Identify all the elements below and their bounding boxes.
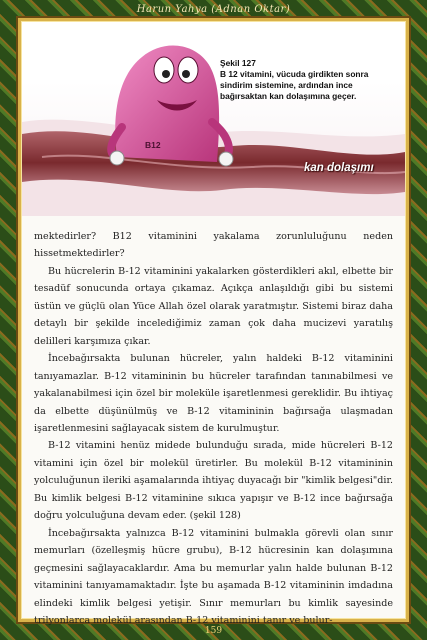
stream-label: kan dolaşımı: [304, 162, 374, 174]
paragraph: İncebağırsakta bulunan hücreler, yalın haldeki B-12 vitaminini tanıyamazlar. B-12 vitamininin bu hücreler tarafından tanınabilmesi ve yakalanabilmesi için özel bir moleküle işaretlenmesi gereklidir. Bu ihtiyaç da elbette düşünülmüş ve B-12 vitamininin bağırsağa ulaşmadan işaretlenmesini sağlayacak sistem de kurulmuştur.: [34, 353, 393, 434]
page-number: 159: [204, 626, 223, 636]
paragraph: Bu hücrelerin B-12 vitaminini yakalarken gösterdikleri akıl, elbette bir tesadüf sonucunda ortaya çıkamaz. Açıkça anlaşıldığı gibi bu sistemi üstün ve güçlü olan Yüce Allah özel olarak yaratmıştır. Sistemi biraz daha detaylı bir şekilde incelediğimiz zaman çok daha mucizevi yaratılış delilleri karşımıza çıkar.: [34, 265, 393, 347]
character-label: B12: [145, 140, 161, 150]
b12-cartoon: [22, 22, 405, 216]
paragraph: B-12 vitamini henüz midede bulunduğu sırada, mide hücreleri B-12 vitamini için özel bir molekül üretirler. Bu molekül B-12 vitamininin yolculuğunun ileriki aşamalarında ihtiyaç duyacağı bir "kimlik belgesi"dir. Bu kimlik belgesi B-12 vitaminine sıkıca yapışır ve B-12 ince bağırsağa doğru yolculuğuna devam eder. (şekil 128): [34, 440, 394, 522]
paragraph: İncebağırsakta yalnızca B-12 vitaminini bulmakla görevli olan sınır memurları (özelleşmiş hücre grubu), B-12 hücresinin kan dolaşımına geçmesini sağlayacaklardır. Ama bu memurlar yalın halde bulunan B-12 vitaminini tanıyamamaktadır. İşte bu aşamada B-12 vitamininin imdadına elindeki kimlik belgesi yetişir. Sınır memurları bu kimlik sayesinde trilyonlarca molekül arasından B-12 vitaminini tanır ve bulur-: [34, 527, 393, 626]
figure-illustration: [22, 22, 405, 216]
figure-number: Şekil 127: [220, 58, 256, 68]
body-text: [34, 228, 393, 629]
paragraph: mektedirler? B12 vitaminini yakalama zorunluluğunu neden hissetmektedirler?: [34, 231, 393, 260]
figure-caption: [220, 58, 400, 102]
figure-caption-text: B 12 vitamini, vücuda girdikten sonra sindirim sistemine, ardından ince bağırsaktan kan dolaşımına geçer.: [220, 69, 369, 101]
page: [22, 22, 405, 626]
running-header: Harun Yahya (Adnan Oktar): [136, 4, 291, 15]
